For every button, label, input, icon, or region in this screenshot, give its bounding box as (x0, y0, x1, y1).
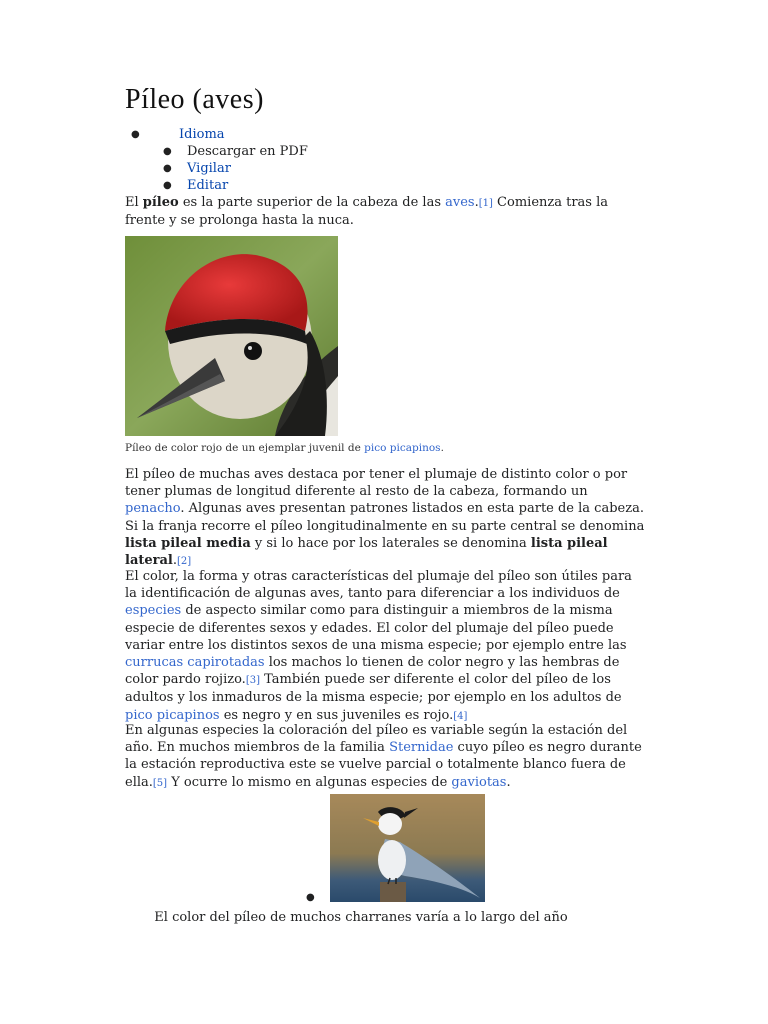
bullet-icon: ● (306, 892, 315, 903)
link-penacho[interactable]: penacho (125, 501, 181, 517)
bullet-icon: ● (163, 146, 172, 157)
paragraph-2 (125, 568, 645, 725)
figure-caption-1 (125, 442, 645, 454)
link-sternidae[interactable]: Sternidae (389, 740, 454, 756)
tern-image (330, 794, 485, 902)
text: El (125, 195, 143, 210)
text: En algunas especies la coloración del píleo es variable según la estación del año. En muchos miembros de la familia (125, 723, 628, 756)
reference-link[interactable]: [1] (478, 198, 493, 209)
bullet-icon: ● (131, 129, 140, 140)
caption-text: Píleo de color rojo de un ejemplar juvenil de (125, 442, 365, 454)
text: . (172, 553, 177, 569)
menu-item-editar[interactable] (163, 177, 308, 194)
caption-end: . (440, 442, 444, 454)
page-actions-menu (125, 126, 308, 194)
reference-link[interactable]: [2] (177, 556, 192, 568)
link-aves[interactable]: aves (445, 195, 475, 210)
text: También puede ser diferente el color del píleo de los adultos y los inmaduros de la misma especie; por ejemplo en los adultos de (125, 672, 622, 706)
bold-term: lista pileal lateral (125, 535, 608, 569)
menu-item-vigilar[interactable] (163, 160, 308, 177)
text: . (474, 195, 479, 210)
text: es la parte superior de la cabeza de las (178, 195, 446, 210)
text: los machos lo tienen de color negro y las hembras de color pardo rojizo. (125, 655, 620, 688)
text: y si lo hace por los laterales se denomina (250, 535, 531, 551)
text: El color, la forma y otras características del plumaje del píleo son útiles para la identificación de algunas aves, tanto para diferenciar a los individuos de (125, 569, 632, 602)
woodpecker-image (125, 236, 338, 436)
text: es negro y en sus juveniles es rojo. (219, 707, 454, 723)
vigilar-link[interactable]: Vigilar (187, 161, 231, 176)
menu-item-pdf[interactable] (163, 143, 308, 160)
reference-link[interactable]: [3] (245, 675, 260, 687)
editar-link[interactable]: Editar (187, 178, 229, 193)
text: de aspecto similar como para distinguir a miembros de la misma especie de diferentes sexos y edades. El color del plumaje del píleo puede variar entre los distintos sexos de una misma especie; por ejemplo entre las (125, 603, 627, 653)
bullet-icon: ● (163, 163, 172, 174)
idioma-link[interactable]: Idioma (179, 127, 225, 142)
link-pico-picapinos[interactable]: pico picapinos (364, 442, 441, 454)
text: . (506, 774, 511, 790)
pdf-link[interactable]: Descargar en PDF (187, 144, 308, 159)
text: Comienza tras la frente y se prolonga hasta la nuca. (125, 195, 609, 229)
bold-term: píleo (142, 195, 179, 210)
menu-item-idioma[interactable] (131, 126, 300, 143)
reference-link[interactable]: [5] (152, 777, 168, 789)
text: cuyo píleo es negro durante la estación reproductiva este se vuelve parcial o totalmente blanco fuera de ella. (125, 740, 642, 790)
paragraph-1 (125, 466, 645, 570)
bold-term: lista pileal media (125, 535, 251, 551)
link-gaviotas[interactable]: gaviotas (451, 774, 507, 790)
bullet-icon: ● (163, 180, 172, 191)
text: El píleo de muchas aves destaca por tener el plumaje de distinto color o por tener plumas de longitud diferente al resto de la cabeza, formando un (125, 467, 628, 500)
text: Y ocurre lo mismo en algunas especies de (167, 774, 452, 790)
link-especies[interactable]: especies (125, 603, 182, 619)
intro-paragraph (125, 194, 645, 229)
figure-caption-2: El color del píleo de muchos charranes varía a lo largo del año (154, 910, 568, 925)
link-pico-picapinos[interactable]: pico picapinos (125, 707, 220, 723)
link-currucas-capirotadas[interactable]: currucas capirotadas (125, 655, 265, 671)
text: . Algunas aves presentan patrones listados en esta parte de la cabeza. Si la franja recorre el píleo longitudinalmente en su parte central se denomina (125, 501, 645, 534)
paragraph-3 (125, 722, 645, 792)
reference-link[interactable]: [4] (453, 710, 468, 722)
page-title: Píleo (aves) (125, 84, 264, 115)
